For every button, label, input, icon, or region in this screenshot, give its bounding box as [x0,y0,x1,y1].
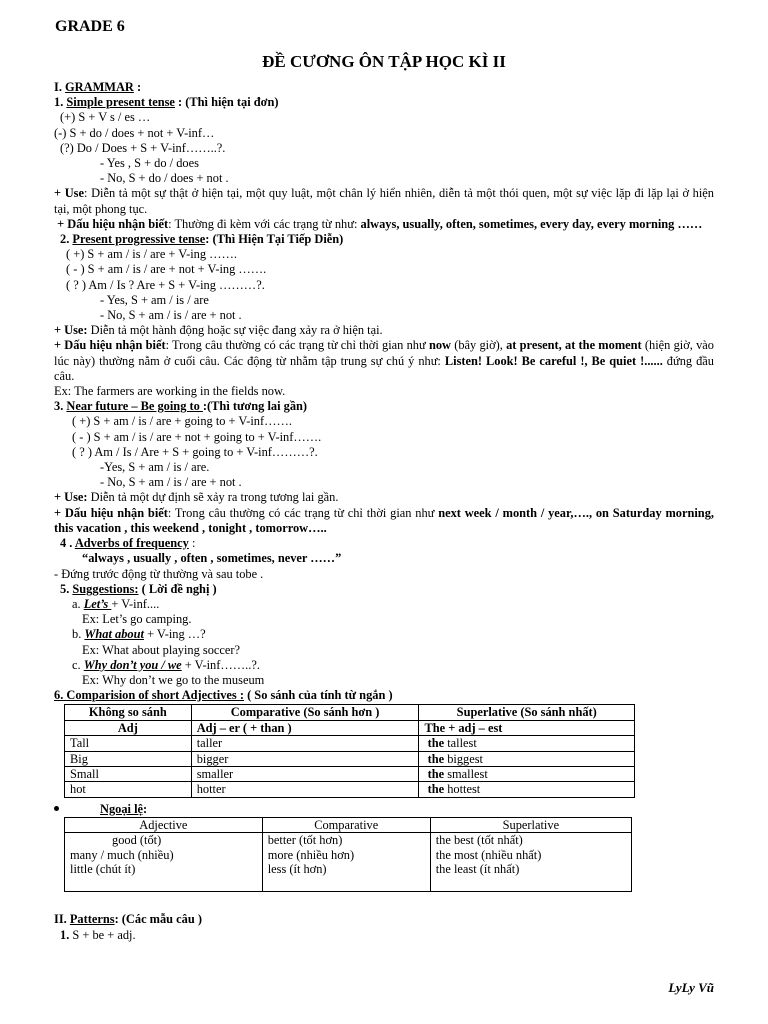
table-header-row [65,705,635,720]
exceptions-body-row [65,833,632,892]
s5-example-b: Ex: What about playing soccer? [82,642,241,657]
s2-formula-positive: ( +) S + am / is / are + V-ing ……. [66,247,238,262]
s1-signs: + Dấu hiệu nhận biết: Thường đi kèm với các trạng từ như: always, usually, often, sometimes, every day, every morning …… [57,216,703,231]
s1-answer-yes: - Yes , S + do / does [100,156,199,171]
s2-formula-negative: ( - ) S + am / is / are + not + V-ing ……. [66,262,267,277]
exceptions-header-row [65,817,632,832]
comparison-table [64,704,635,797]
exception-item: the least (ít nhất) [435,862,520,877]
exception-item: the best (tốt nhất) [435,833,523,848]
s2-answer-yes: - Yes, S + am / is / are [100,292,209,307]
s4-heading: 4 . Adverbs of frequency : [60,536,196,551]
table-row [65,766,635,781]
document-title: ĐỀ CƯƠNG ÔN TẬP HỌC KÌ II [262,52,506,71]
adj-cell: hot [65,782,192,797]
header-cell: Comparative [262,817,430,832]
s4-adverb-list: “always , usually , often , sometimes, never ……” [82,551,342,566]
header-cell: Adjective [65,817,263,832]
exception-item: good (tốt) [112,833,162,848]
document-page [54,14,714,943]
exception-item: many / much (nhiều) [70,847,174,862]
superlative-column [430,833,631,892]
s3-use: + Use: Diễn tả một dự định sẽ xảy ra trong tương lai gần. [54,490,339,505]
s5-example-c: Ex: Why don’t we go to the museum [82,672,265,687]
exception-item: little (chút ít) [70,862,136,877]
comparative-column [262,833,430,892]
section-2-heading: II. Patterns: (Các mẫu câu ) [54,912,202,927]
comparative-cell: smaller [191,766,419,781]
table-row [65,782,635,797]
adj-cell: Small [65,766,192,781]
exceptions-heading: Ngoại lệ: [54,802,714,817]
header-cell: Không so sánh [65,705,192,720]
adj-cell: Tall [65,736,192,751]
header-cell: Comparative (So sánh hơn ) [191,705,419,720]
adj-cell: Big [65,751,192,766]
subheader-cell: The + adj – est [419,720,635,735]
s3-signs: + Dấu hiệu nhận biết: Trong câu thường có các trạng từ chỉ thời gian như next week / month / year,…., on Saturday morning, this vacation , this weekend , tonight , tomorrow….. [54,505,714,535]
s6-heading: 6. Comparision of short Adjectives : ( So sánh của tính từ ngắn ) [54,688,393,703]
s4-note: - Đứng trước động từ thường và sau tobe . [54,566,264,581]
table-subheader-row [65,720,635,735]
exception-item: less (ít hơn) [267,862,327,877]
s3-answer-yes: -Yes, S + am / is / are. [100,460,210,475]
s2-formula-question: ( ? ) Am / Is ? Are + S + V-ing ………?. [66,277,265,292]
superlative-cell: the biggest [419,751,635,766]
table-row [65,736,635,751]
s2-signs: + Dấu hiệu nhận biết: Trong câu thường có các trạng từ chỉ thời gian như now (bây giờ), at present, at the moment (hiện giờ, vào lúc này) thường nằm ở cuối câu. Các động từ nhằm tập trung sự chú ý như: Listen! Look! Be careful !, Be quiet !...... đứng đầu câu. [54,338,714,383]
author-signature: LyLy Vũ [668,980,714,995]
s3-formula-positive: ( +) S + am / is / are + going to + V-inf……. [72,414,292,429]
exception-item: more (nhiều hơn) [267,847,355,862]
comparative-cell: hotter [191,782,419,797]
table-row [65,751,635,766]
exceptions-table [64,817,632,892]
s5-item-a: a. Let’s + V-inf.... [72,596,160,611]
grade-label: GRADE 6 [55,18,125,35]
superlative-cell: the tallest [419,736,635,751]
header-cell: Superlative [430,817,631,832]
s1-formula-negative: (-) S + do / does + not + V-inf… [54,125,215,140]
s2-heading: 2. Present progressive tense: (Thì Hiện Tại Tiếp Diễn) [60,232,344,247]
superlative-cell: the hottest [419,782,635,797]
exception-item: better (tốt hơn) [267,833,343,848]
adjective-column [65,833,263,892]
s5-example-a: Ex: Let’s go camping. [82,612,192,627]
comparative-cell: taller [191,736,419,751]
header-cell: Superlative (So sánh nhất) [419,705,635,720]
s1-formula-question: (?) Do / Does + S + V-inf……..?. [60,140,226,155]
pattern-1: 1. S + be + adj. [60,927,136,942]
subheader-cell: Adj [65,720,192,735]
s5-item-b: b. What about + V-ing …? [72,627,206,642]
s2-example: Ex: The farmers are working in the fields now. [54,384,286,399]
s2-answer-no: - No, S + am / is / are + not . [100,308,242,323]
bullet-icon [54,806,59,811]
s5-heading: 5. Suggestions: ( Lời đề nghị ) [60,581,217,596]
s1-formula-positive: (+) S + V s / es … [60,110,151,125]
exception-item: the most (nhiều nhất) [435,847,542,862]
s3-answer-no: - No, S + am / is / are + not . [100,475,242,490]
s3-formula-question: ( ? ) Am / Is / Are + S + going to + V-inf………?. [72,444,318,459]
s3-heading: 3. Near future – Be going to :(Thì tương lai gần) [54,399,308,414]
s2-use: + Use: Diễn tả một hành động hoặc sự việc đang xảy ra ở hiện tại. [54,323,383,338]
s1-use: + Use: Diễn tả một sự thật ở hiện tại, một quy luật, một chân lý hiển nhiên, diễn tả một thói quen, một sự việc lặp đi lặp lại ở hiện tại, một phong tục. [54,186,714,216]
s3-formula-negative: ( - ) S + am / is / are + not + going to + V-inf……. [72,429,322,444]
s1-heading: 1. Simple present tense : (Thì hiện tại đơn) [54,95,279,110]
section-1-heading: I. GRAMMAR : [54,80,142,94]
subheader-cell: Adj – er ( + than ) [191,720,419,735]
comparative-cell: bigger [191,751,419,766]
s5-item-c: c. Why don’t you / we + V-inf……..?. [72,657,260,672]
superlative-cell: the smallest [419,766,635,781]
s1-answer-no: - No, S + do / does + not . [100,171,229,186]
